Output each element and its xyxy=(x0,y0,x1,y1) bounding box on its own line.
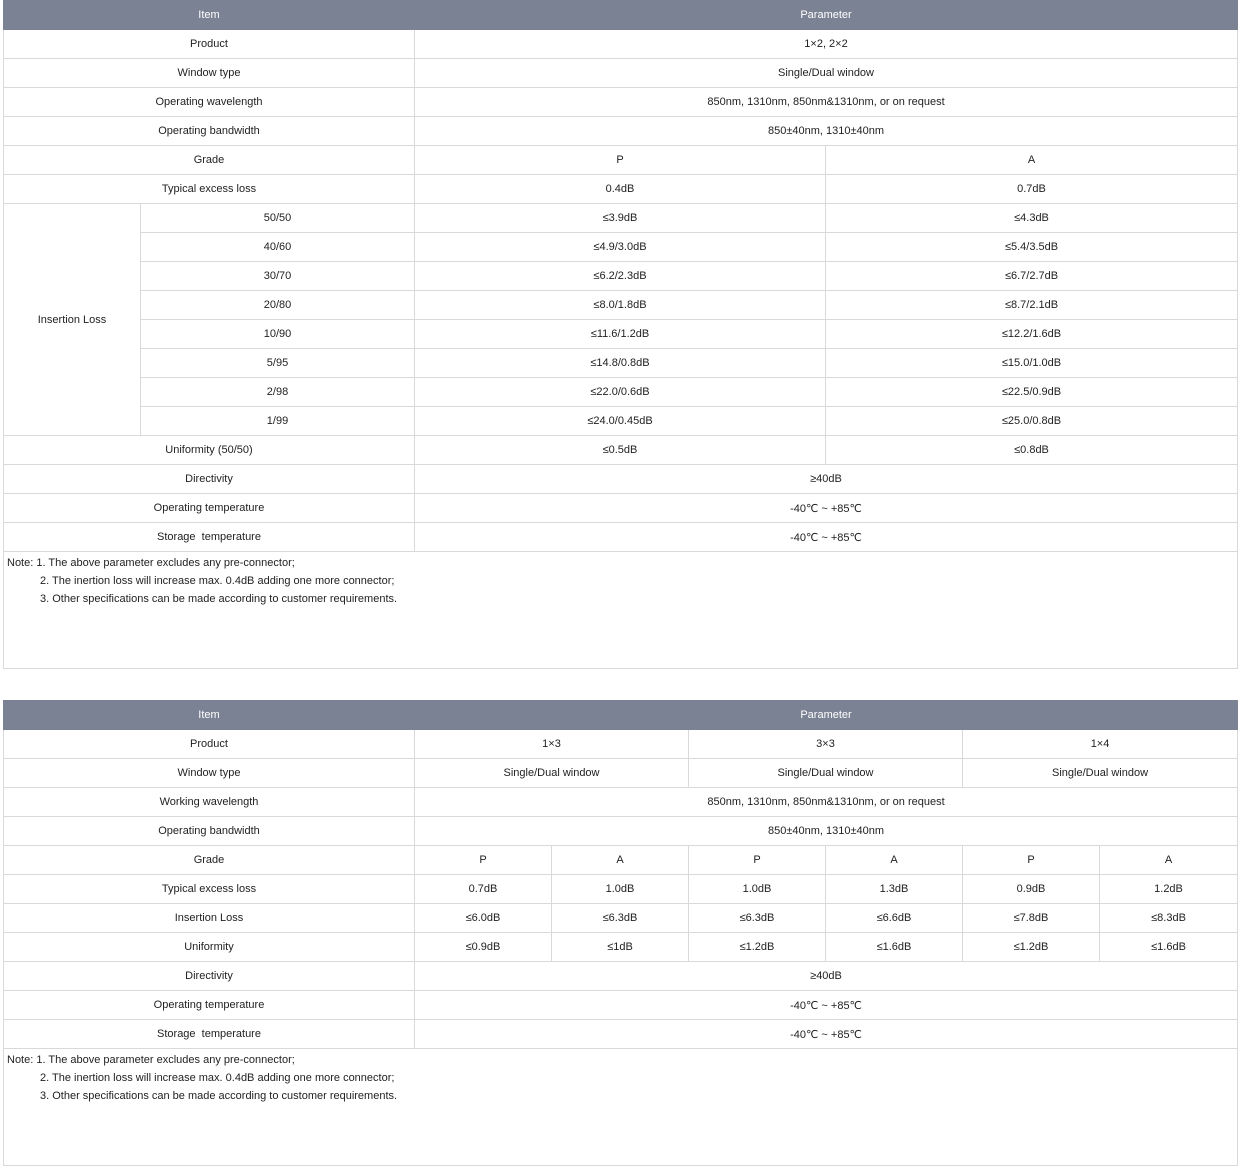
wavelength-value: 850nm, 1310nm, 850nm&1310nm, or on request xyxy=(415,788,1238,817)
uniformity-value: ≤1dB xyxy=(552,933,689,962)
insertion-loss-p: ≤11.6/1.2dB xyxy=(415,320,826,349)
table-row xyxy=(4,875,1238,904)
notes-row xyxy=(4,1049,1238,1166)
insertion-loss-label: Insertion Loss xyxy=(4,204,141,436)
table-row xyxy=(4,817,1238,846)
operating-temperature-value: -40℃ ~ +85℃ xyxy=(415,494,1238,523)
insertion-loss-p: ≤3.9dB xyxy=(415,204,826,233)
table-row xyxy=(4,846,1238,875)
excess-loss-value: 0.7dB xyxy=(415,875,552,904)
insertion-loss-value: ≤6.0dB xyxy=(415,904,552,933)
uniformity-value: ≤1.2dB xyxy=(963,933,1100,962)
uniformity-value: ≤1.6dB xyxy=(1100,933,1238,962)
uniformity-p: ≤0.5dB xyxy=(415,436,826,465)
insertion-loss-p: ≤8.0/1.8dB xyxy=(415,291,826,320)
grade-value: A xyxy=(1100,846,1238,875)
table-row xyxy=(4,291,1238,320)
table-row xyxy=(4,349,1238,378)
table-row xyxy=(4,378,1238,407)
header-item: Item xyxy=(4,1,415,30)
excess-loss-value: 1.3dB xyxy=(826,875,963,904)
directivity-value: ≥40dB xyxy=(415,962,1238,991)
insertion-loss-value: ≤6.6dB xyxy=(826,904,963,933)
header-parameter: Parameter xyxy=(415,701,1238,730)
window-type-value: Single/Dual window xyxy=(689,759,963,788)
grade-value: A xyxy=(552,846,689,875)
insertion-loss-p: ≤6.2/2.3dB xyxy=(415,262,826,291)
row-label: Product xyxy=(4,730,415,759)
row-label: Typical excess loss xyxy=(4,875,415,904)
insertion-loss-a: ≤12.2/1.6dB xyxy=(826,320,1238,349)
excess-loss-p: 0.4dB xyxy=(415,175,826,204)
row-label: Uniformity xyxy=(4,933,415,962)
note-line: 2. The inertion loss will increase max. 0.4dB adding one more connector; xyxy=(40,575,395,587)
note-line: Note: 1. The above parameter excludes any pre-connector; xyxy=(7,557,295,569)
split-ratio: 2/98 xyxy=(141,378,415,407)
insertion-loss-value: ≤6.3dB xyxy=(552,904,689,933)
split-ratio: 30/70 xyxy=(141,262,415,291)
table-row xyxy=(4,117,1238,146)
table-row xyxy=(4,262,1238,291)
header-parameter: Parameter xyxy=(415,1,1238,30)
table-row xyxy=(4,991,1238,1020)
table-row xyxy=(4,233,1238,262)
note-line: 3. Other specifications can be made according to customer requirements. xyxy=(40,593,398,605)
insertion-loss-value: ≤8.3dB xyxy=(1100,904,1238,933)
table-row xyxy=(4,465,1238,494)
table-row xyxy=(4,788,1238,817)
row-label: Product xyxy=(4,30,415,59)
table-row xyxy=(4,320,1238,349)
insertion-loss-p: ≤14.8/0.8dB xyxy=(415,349,826,378)
bandwidth-value: 850±40nm, 1310±40nm xyxy=(415,817,1238,846)
row-label: Insertion Loss xyxy=(4,904,415,933)
table-row xyxy=(4,759,1238,788)
split-ratio: 10/90 xyxy=(141,320,415,349)
note-line: Note: 1. The above parameter excludes any pre-connector; xyxy=(7,1054,295,1066)
uniformity-value: ≤0.9dB xyxy=(415,933,552,962)
insertion-loss-a: ≤8.7/2.1dB xyxy=(826,291,1238,320)
spec-table-1x3-3x3-1x4 xyxy=(3,700,1238,1166)
insertion-loss-a: ≤22.5/0.9dB xyxy=(826,378,1238,407)
table-row xyxy=(4,30,1238,59)
uniformity-value: ≤1.6dB xyxy=(826,933,963,962)
row-label: Uniformity (50/50) xyxy=(4,436,415,465)
insertion-loss-p: ≤4.9/3.0dB xyxy=(415,233,826,262)
split-ratio: 50/50 xyxy=(141,204,415,233)
excess-loss-a: 0.7dB xyxy=(826,175,1238,204)
uniformity-a: ≤0.8dB xyxy=(826,436,1238,465)
split-ratio: 1/99 xyxy=(141,407,415,436)
insertion-loss-p: ≤22.0/0.6dB xyxy=(415,378,826,407)
uniformity-value: ≤1.2dB xyxy=(689,933,826,962)
table-row xyxy=(4,1020,1238,1049)
row-label: Operating temperature xyxy=(4,494,415,523)
grade-value: A xyxy=(826,846,963,875)
row-label: Directivity xyxy=(4,465,415,494)
storage-temperature-value: -40℃ ~ +85℃ xyxy=(415,523,1238,552)
window-type-value: Single/Dual window xyxy=(415,759,689,788)
storage-temperature-value: -40℃ ~ +85℃ xyxy=(415,1020,1238,1049)
wavelength-value: 850nm, 1310nm, 850nm&1310nm, or on request xyxy=(415,88,1238,117)
grade-value: P xyxy=(963,846,1100,875)
split-ratio: 40/60 xyxy=(141,233,415,262)
table-row xyxy=(4,523,1238,552)
row-label: Window type xyxy=(4,59,415,88)
split-ratio: 20/80 xyxy=(141,291,415,320)
table-row xyxy=(4,407,1238,436)
excess-loss-value: 1.2dB xyxy=(1100,875,1238,904)
row-label: Operating bandwidth xyxy=(4,817,415,846)
table-row xyxy=(4,436,1238,465)
insertion-loss-a: ≤25.0/0.8dB xyxy=(826,407,1238,436)
insertion-loss-a: ≤6.7/2.7dB xyxy=(826,262,1238,291)
insertion-loss-a: ≤15.0/1.0dB xyxy=(826,349,1238,378)
operating-temperature-value: -40℃ ~ +85℃ xyxy=(415,991,1238,1020)
note-line: 3. Other specifications can be made according to customer requirements. xyxy=(40,1090,398,1102)
table-row xyxy=(4,146,1238,175)
window-type-value: Single/Dual window xyxy=(963,759,1238,788)
row-label: Grade xyxy=(4,846,415,875)
table-row xyxy=(4,904,1238,933)
header-item: Item xyxy=(4,701,415,730)
row-label: Window type xyxy=(4,759,415,788)
notes-cell xyxy=(4,552,1238,669)
window-type-value: Single/Dual window xyxy=(415,59,1238,88)
row-label: Operating bandwidth xyxy=(4,117,415,146)
table-row xyxy=(4,59,1238,88)
split-ratio: 5/95 xyxy=(141,349,415,378)
row-label: Storage temperature xyxy=(4,1020,415,1049)
table-row xyxy=(4,204,1238,233)
table-header-row xyxy=(4,701,1238,730)
row-label: Directivity xyxy=(4,962,415,991)
grade-value: P xyxy=(415,846,552,875)
notes-cell xyxy=(4,1049,1238,1166)
table-row xyxy=(4,175,1238,204)
grade-a: A xyxy=(826,146,1238,175)
table-row xyxy=(4,494,1238,523)
excess-loss-value: 0.9dB xyxy=(963,875,1100,904)
table-row xyxy=(4,933,1238,962)
product-value: 1×2, 2×2 xyxy=(415,30,1238,59)
table-row xyxy=(4,962,1238,991)
table-row xyxy=(4,730,1238,759)
spec-table-1x2-2x2 xyxy=(3,0,1238,669)
row-label: Grade xyxy=(4,146,415,175)
insertion-loss-value: ≤6.3dB xyxy=(689,904,826,933)
insertion-loss-p: ≤24.0/0.45dB xyxy=(415,407,826,436)
table-header-row xyxy=(4,1,1238,30)
excess-loss-value: 1.0dB xyxy=(552,875,689,904)
grade-p: P xyxy=(415,146,826,175)
bandwidth-value: 850±40nm, 1310±40nm xyxy=(415,117,1238,146)
grade-value: P xyxy=(689,846,826,875)
directivity-value: ≥40dB xyxy=(415,465,1238,494)
row-label: Working wavelength xyxy=(4,788,415,817)
insertion-loss-a: ≤5.4/3.5dB xyxy=(826,233,1238,262)
note-line: 2. The inertion loss will increase max. 0.4dB adding one more connector; xyxy=(40,1072,395,1084)
row-label: Operating wavelength xyxy=(4,88,415,117)
product-value: 1×3 xyxy=(415,730,689,759)
excess-loss-value: 1.0dB xyxy=(689,875,826,904)
row-label: Operating temperature xyxy=(4,991,415,1020)
row-label: Storage temperature xyxy=(4,523,415,552)
product-value: 3×3 xyxy=(689,730,963,759)
row-label: Typical excess loss xyxy=(4,175,415,204)
product-value: 1×4 xyxy=(963,730,1238,759)
notes-row xyxy=(4,552,1238,669)
table-row xyxy=(4,88,1238,117)
insertion-loss-value: ≤7.8dB xyxy=(963,904,1100,933)
insertion-loss-a: ≤4.3dB xyxy=(826,204,1238,233)
